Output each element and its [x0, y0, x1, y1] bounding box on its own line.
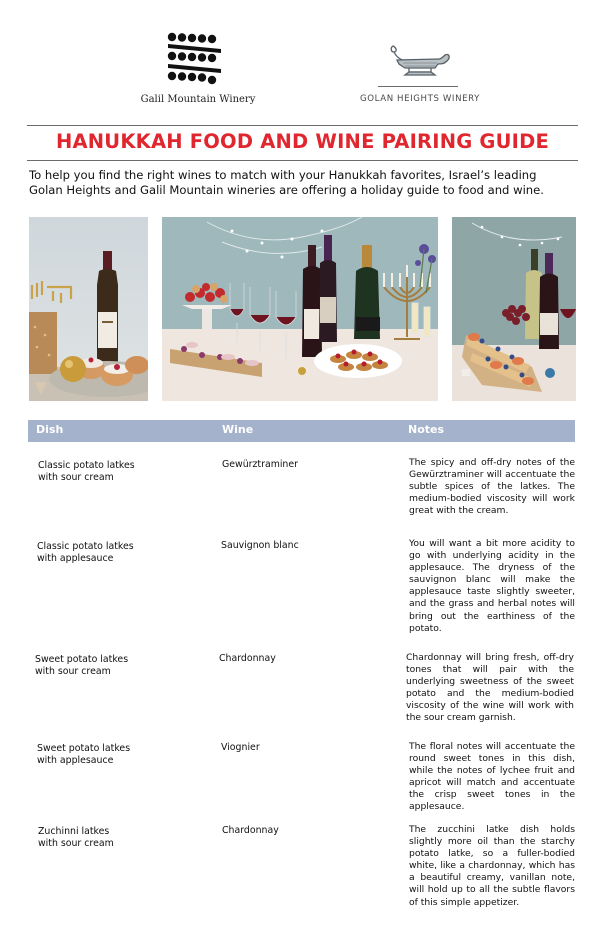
galil-mountain-logo	[138, 32, 258, 112]
dish-cell	[38, 460, 188, 484]
notes-cell: You will want a bit more acidity to go with underlying acidity in the applesauce. The dryness of the sauvignon blanc will make the applesauce taste slightly sweeter, and the grass and herbal notes will bring out the earthiness of the potato.	[409, 538, 575, 634]
golan-logo-divider	[378, 86, 458, 87]
photo-illustration-1	[29, 217, 148, 401]
table-header	[28, 420, 575, 442]
two-bottles-with-bruschetta-photo	[452, 217, 576, 401]
intro-paragraph	[29, 168, 589, 198]
golan-wordmark: GOLAN HEIGHTS WINERY	[360, 94, 480, 104]
notes-cell: The floral notes will accentuate the round sweet tones in this dish, while the notes of lychee fruit and apricot will match and accentuate the crisp sweet tones in the applesauce.	[409, 741, 575, 813]
title-rule-top	[27, 125, 578, 126]
dish-line-2: with sour cream	[38, 838, 114, 849]
dish-cell	[37, 541, 187, 565]
dish-line-1: Classic potato latkes	[38, 460, 135, 471]
galil-wordmark: Galil Mountain Winery	[140, 94, 256, 105]
wine-bottle-with-sufganiyot-photo	[29, 217, 148, 401]
dish-cell	[37, 743, 187, 767]
intro-line-2: Golan Heights and Galil Mountain wineries are offering a holiday guide to food and wine.	[29, 183, 544, 197]
dish-cell	[35, 654, 185, 678]
dish-line-1: Classic potato latkes	[37, 541, 134, 552]
dish-line-2: with sour cream	[35, 666, 111, 677]
dish-line-2: with applesauce	[37, 553, 114, 564]
dish-line-2: with applesauce	[37, 755, 114, 766]
wine-cell: Chardonnay	[219, 653, 276, 664]
column-header-notes: Notes	[408, 423, 445, 436]
dish-line-1: Sweet potato latkes	[37, 743, 131, 754]
notes-cell: Chardonnay will bring fresh, off-dry tones that will pair with the underlying sweetness of the sweet potato and the medium-bodied viscosity of the wine will work with the sour cream garnish.	[406, 652, 574, 724]
photo-illustration-2	[162, 217, 438, 401]
wine-cell: Chardonnay	[222, 825, 279, 836]
dish-line-1: Sweet potato latkes	[35, 654, 129, 665]
golan-heights-logo	[345, 40, 495, 110]
oil-lamp-icon	[383, 42, 453, 78]
notes-cell: The spicy and off-dry notes of the Gewürztraminer will accentuate the subtle spices of the latkes. The medium-bodied viscosity will work great with the cream.	[409, 457, 575, 517]
holiday-table-spread-photo	[162, 217, 438, 401]
page-title: HANUKKAH FOOD AND WINE PAIRING GUIDE	[55, 130, 550, 153]
notes-cell: The zucchini latke dish holds slightly more oil than the starchy potato latke, so a fuller-bodied white, like a chardonnay, which has a beautiful creamy, vanillan note, will hold up to all the subtle flavors of this simple appetizer.	[409, 824, 575, 908]
wine-cell: Viognier	[221, 742, 260, 753]
column-header-dish: Dish	[36, 423, 64, 436]
logos-header	[0, 0, 604, 120]
intro-line-1: To help you find the right wines to match with your Hanukkah favorites, Israel’s leading	[29, 168, 537, 182]
wine-cell: Sauvignon blanc	[221, 540, 299, 551]
title-rule-bottom	[27, 160, 578, 161]
photo-illustration-3	[452, 217, 576, 401]
column-header-wine: Wine	[222, 423, 254, 436]
dish-line-1: Zuchinni latkes	[38, 826, 110, 837]
dish-cell	[38, 826, 188, 850]
galil-dots-icon	[166, 32, 226, 88]
wine-cell: Gewürztraminer	[222, 459, 298, 470]
dish-line-2: with sour cream	[38, 472, 114, 483]
